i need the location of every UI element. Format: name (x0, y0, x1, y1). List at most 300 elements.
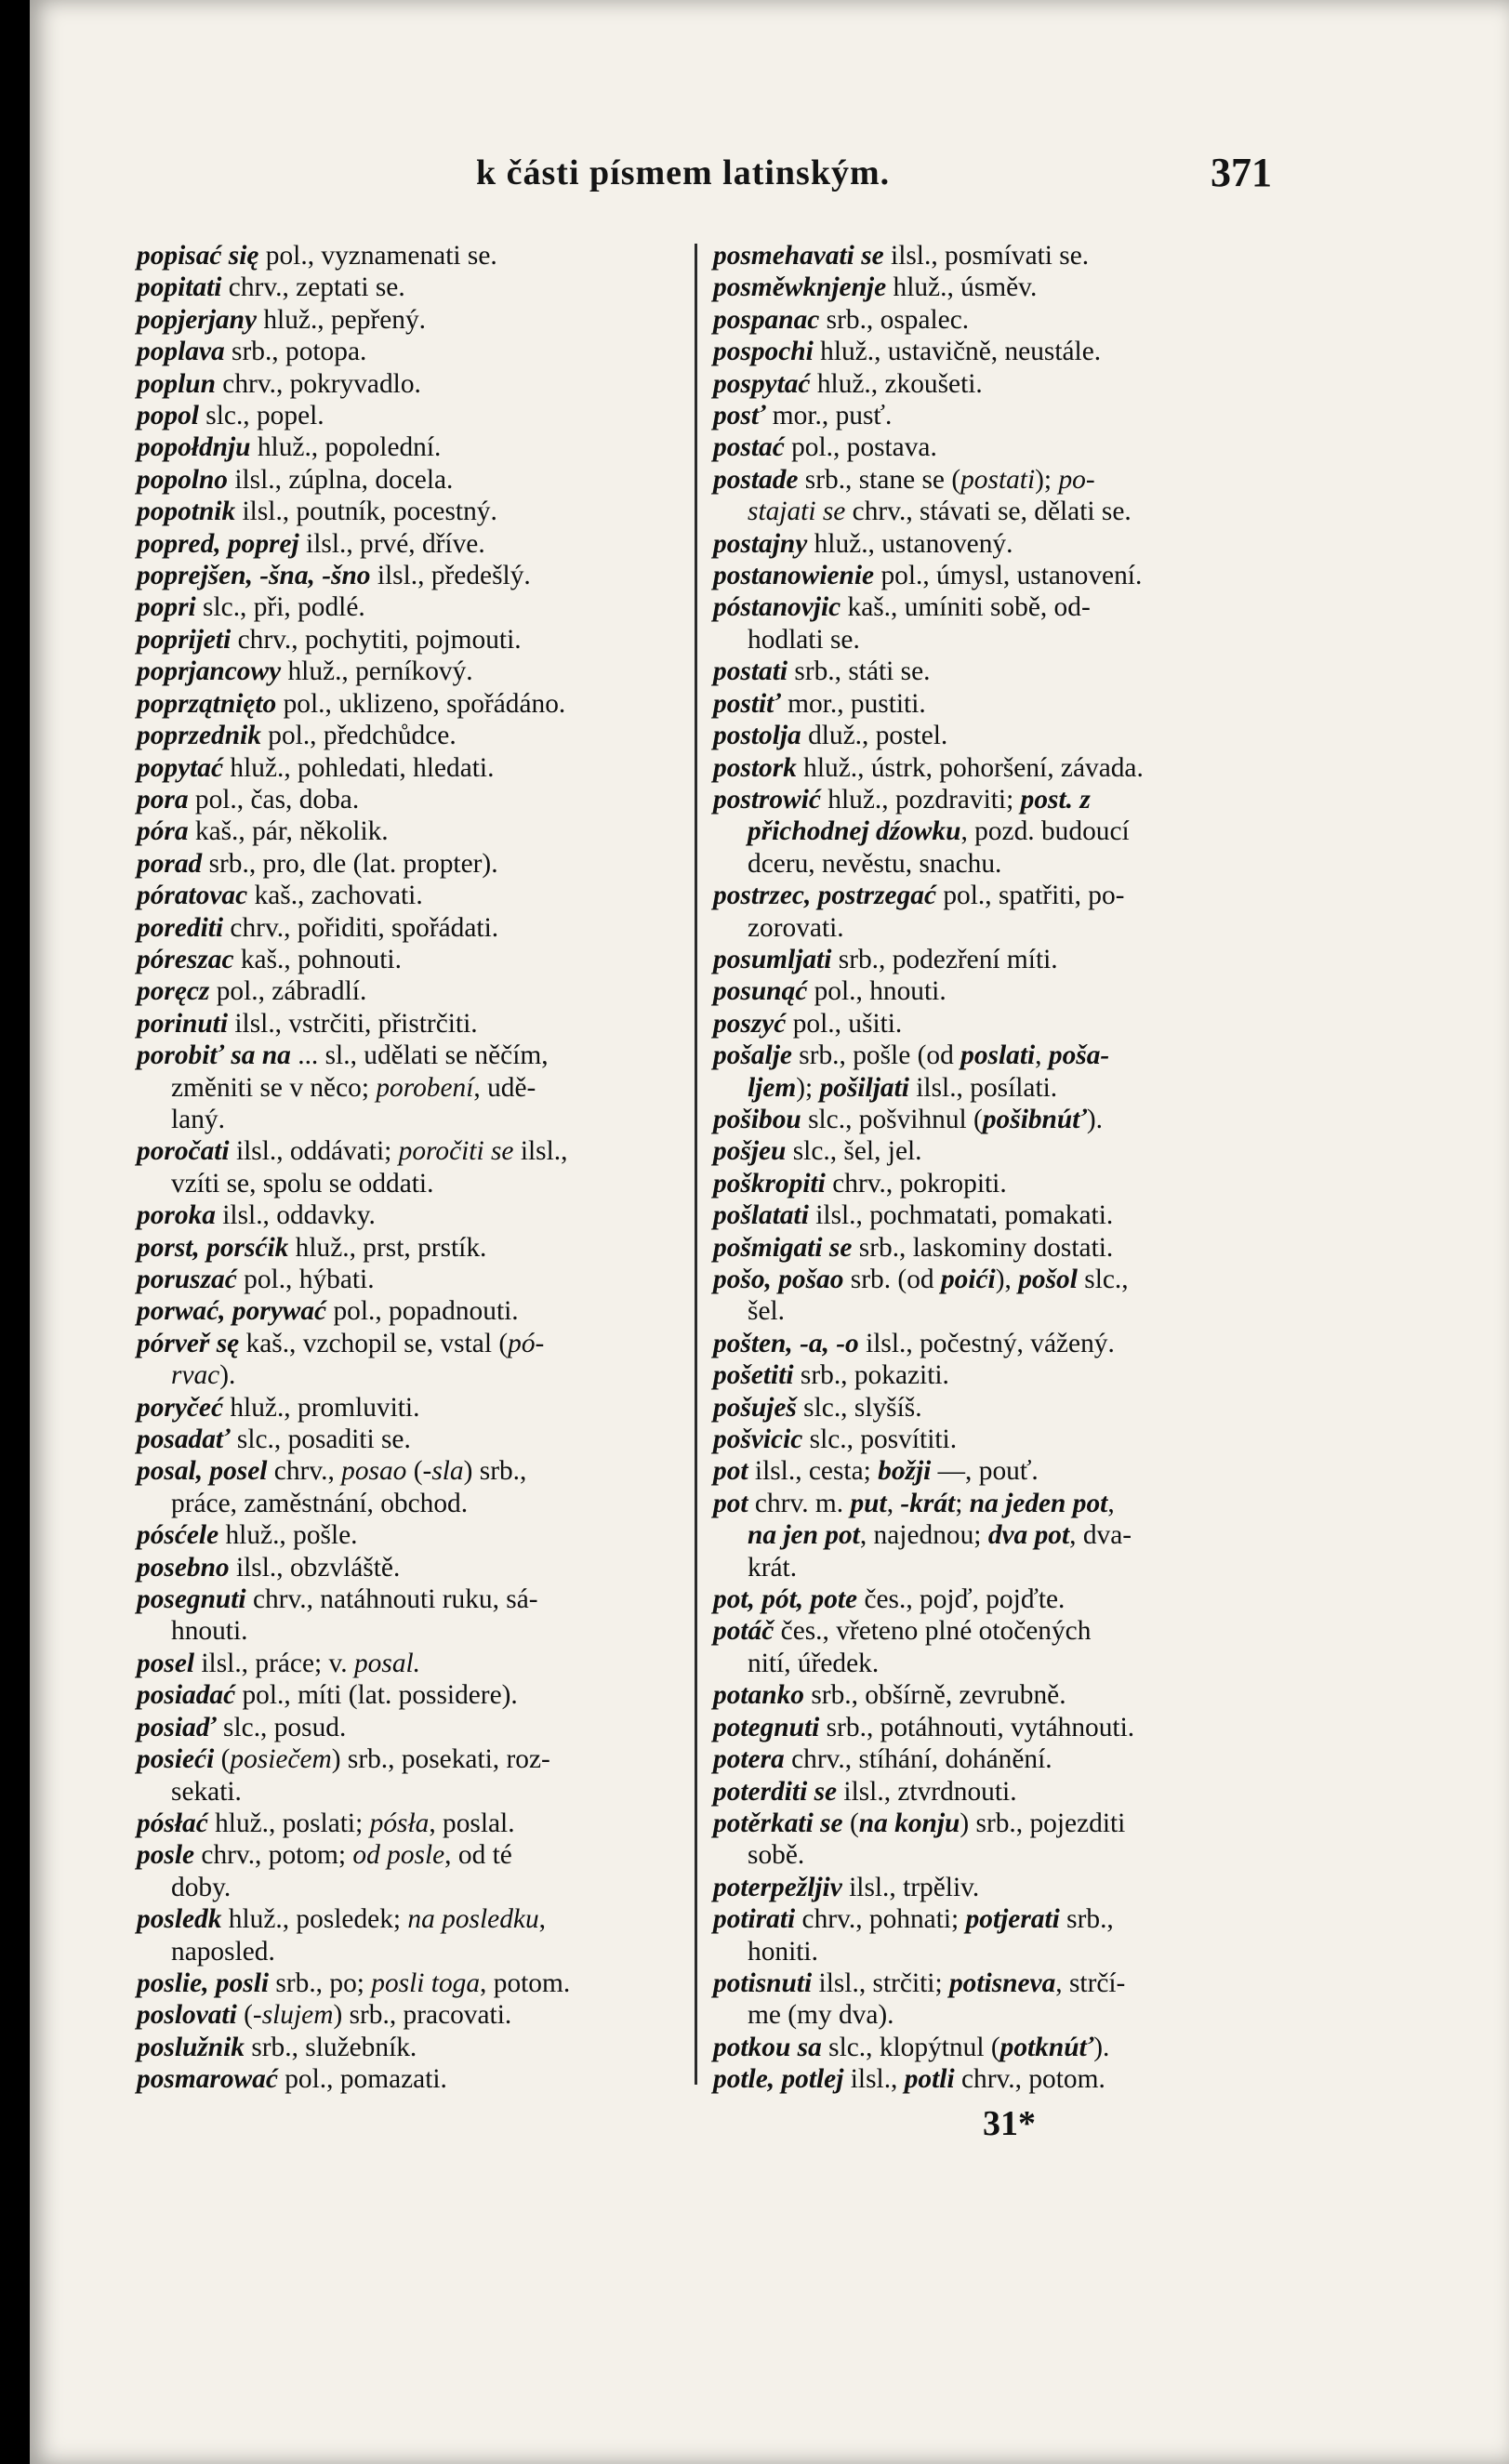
entry-definition: hluž., posledek; na posledku, (221, 1904, 546, 1935)
entry-headword: pot, pót, pote (713, 1584, 858, 1615)
entry-headword: popytać (137, 752, 224, 783)
entry-headword: pora (137, 784, 189, 815)
entry-continuation: změniti se v něco; porobení, udě- (171, 1072, 536, 1103)
entry-definition: ilsl., zúplna, docela. (228, 464, 454, 495)
entry-definition: hluž., ustavičně, neustále. (813, 337, 1102, 367)
dictionary-entry (713, 272, 1288, 303)
entry-definition: chrv., pokropiti. (825, 1168, 1007, 1199)
dictionary-entry (713, 304, 1288, 336)
entry-definition: hluž., zkoušeti. (810, 368, 983, 399)
entry-definition: čes., pojď, pojďte. (857, 1584, 1066, 1615)
entry-definition: ilsl., potli chrv., potom. (843, 2064, 1105, 2095)
dictionary-entry (713, 656, 1288, 687)
dictionary-entry (137, 880, 695, 911)
dictionary-entry (713, 1104, 1288, 1135)
entry-headword: poruszać (137, 1265, 237, 1294)
entry-definition: chrv., pohnati; potjerati srb., (795, 1904, 1114, 1935)
entry-definition: srb., laskominy dostati. (852, 1232, 1114, 1263)
dictionary-entry (137, 1519, 695, 1551)
entry-definition: pol., vyznamenati se. (258, 241, 497, 271)
dictionary-entry (137, 431, 695, 463)
dictionary-entry (713, 752, 1288, 784)
running-title: k části písmem latinským. (476, 153, 891, 192)
entry-headword: porobiť sa na (137, 1040, 291, 1071)
dictionary-entry (713, 688, 1288, 720)
entry-headword: potera (713, 1744, 785, 1775)
entry-definition: chrv., posao (-sla) srb., (267, 1456, 527, 1487)
entry-definition: hluž., poslati; pósła, poslal. (207, 1808, 515, 1838)
entry-definition: srb., pro, dle (lat. propter). (202, 848, 498, 879)
entry-definition: pol., míti (lat. possidere). (235, 1680, 518, 1711)
entry-headword: pošvicic (713, 1424, 803, 1455)
entry-definition: slc., popel. (198, 401, 324, 431)
entry-definition: pol., pomazati. (277, 2064, 447, 2095)
entry-headword: poprzątnięto (137, 688, 277, 719)
dictionary-entry (713, 1264, 1288, 1295)
entry-definition: ilsl., cesta; božji —, pouť. (748, 1456, 1039, 1487)
entry-definition: čes., vřeteno plné otočených (774, 1616, 1092, 1647)
dictionary-entry (137, 1583, 695, 1615)
entry-definition: hluž., pošle. (218, 1520, 358, 1551)
dictionary-page (30, 0, 1509, 2464)
entry-headword: poplun (137, 368, 216, 399)
dictionary-entry (137, 1264, 695, 1295)
dictionary-entry (137, 1232, 695, 1264)
entry-definition: ilsl., počestný, vážený. (858, 1328, 1115, 1358)
dictionary-entry (713, 431, 1288, 463)
entry-headword: postork (713, 752, 797, 783)
dictionary-entry (137, 1552, 695, 1583)
entry-definition: srb., podezření míti. (831, 944, 1058, 974)
entry-definition: mor., pusť. (765, 401, 893, 431)
entry-definition: ilsl., oddavky. (215, 1200, 376, 1231)
entry-continuation: stajati se chrv., stávati se, dělati se. (748, 497, 1132, 527)
entry-headword: postrzec, postrzegać (713, 881, 937, 911)
entry-definition: chrv., potom; od posle, od té (194, 1840, 512, 1871)
entry-definition: srb., státi se. (788, 656, 931, 687)
dictionary-entry (713, 368, 1288, 400)
dictionary-entry (713, 1168, 1288, 1199)
dictionary-entry (137, 1743, 695, 1775)
entry-headword: póratovac (137, 881, 248, 911)
dictionary-entry (713, 1008, 1288, 1040)
entry-headword: pósłać (137, 1808, 208, 1838)
entry-definition: (-slujem) srb., pracovati. (236, 2000, 512, 2031)
entry-definition: kaš., zachovati. (247, 881, 423, 911)
entry-definition: srb., pošle (od poslati, poša- (791, 1040, 1110, 1071)
entry-headword: popolno (137, 464, 228, 495)
dictionary-entry (713, 1615, 1288, 1647)
entry-headword: potáč (713, 1616, 774, 1647)
entry-headword: posť (713, 401, 766, 431)
entry-headword: póstanovjic (713, 592, 841, 623)
entry-continuation: rvac). (171, 1360, 236, 1391)
entry-headword: potisnuti (713, 1967, 813, 1998)
dictionary-entry (713, 1328, 1288, 1359)
dictionary-entry (713, 464, 1288, 496)
entry-definition: srb. (od poići), pošol slc., (843, 1265, 1129, 1294)
entry-headword: posel (137, 1648, 195, 1678)
entry-definition: mor., pustiti. (780, 688, 926, 719)
entry-headword: pošibou (713, 1104, 801, 1134)
entry-continuation: laný. (171, 1104, 225, 1134)
entry-headword: póreszac (137, 944, 234, 974)
entry-continuation: hodlati se. (748, 624, 860, 655)
entry-headword: poprejšen, -šna, -šno (137, 561, 371, 591)
dictionary-entry (713, 336, 1288, 367)
dictionary-entry (713, 1199, 1288, 1231)
dictionary-entry (713, 1583, 1288, 1615)
entry-definition: pol., popadnouti. (326, 1296, 519, 1327)
dictionary-entry (713, 784, 1288, 815)
entry-headword: posledk (137, 1904, 222, 1935)
dictionary-entry (713, 560, 1288, 591)
entry-headword: pošmigati se (713, 1232, 853, 1263)
dictionary-entry (137, 1295, 695, 1327)
entry-headword: popred, poprej (137, 528, 299, 559)
entry-definition: pol., hýbati. (236, 1265, 375, 1294)
entry-definition: srb., po; posli toga, potom. (269, 1967, 571, 1998)
entry-continuation: sobě. (748, 1840, 805, 1871)
dictionary-entry (713, 400, 1288, 431)
entry-definition: pol., předchůdce. (260, 721, 457, 751)
entry-definition: srb., pokaziti. (793, 1360, 949, 1391)
entry-definition: hluž., prst, prstík. (288, 1232, 487, 1263)
entry-definition: slc., klopýtnul (potknúť). (821, 2032, 1110, 2062)
entry-definition: chrv., pokryvadlo. (215, 368, 421, 399)
entry-definition: hluž., perníkový. (281, 656, 473, 687)
dictionary-entry (713, 2063, 1288, 2095)
dictionary-entry (137, 944, 695, 975)
entry-headword: posebno (137, 1552, 230, 1583)
signature-mark: 31* (983, 2104, 1036, 2143)
entry-definition: slc., pošvihnul (pošibnúť). (801, 1104, 1103, 1134)
dictionary-entry (137, 1424, 695, 1455)
entry-definition: ilsl., práce; v. posal. (194, 1648, 421, 1678)
dictionary-entry (137, 688, 695, 720)
entry-definition: kaš., umíniti sobě, od- (841, 592, 1091, 623)
dictionary-entry (713, 1392, 1288, 1424)
dictionary-entry (137, 304, 695, 336)
entry-headword: poročati (137, 1136, 230, 1167)
dictionary-entry (137, 1008, 695, 1040)
entry-definition: pol., postava. (784, 432, 937, 463)
entry-headword: posegnuti (137, 1584, 246, 1615)
entry-headword: poprjancowy (137, 656, 282, 687)
entry-headword: póra (137, 816, 189, 847)
dictionary-entry (713, 1455, 1288, 1487)
entry-definition: hluž., promluviti. (223, 1392, 420, 1423)
entry-continuation: práce, zaměstnání, obchod. (171, 1488, 469, 1518)
entry-continuation: me (my dva). (748, 2000, 894, 2031)
dictionary-entry (137, 1328, 695, 1359)
entry-headword: poroka (137, 1200, 216, 1231)
entry-headword: potěrkati se (713, 1808, 843, 1838)
entry-definition: ilsl., ztvrdnouti. (837, 1776, 1017, 1807)
entry-continuation: ljem); pošiljati ilsl., posílati. (748, 1072, 1058, 1103)
entry-continuation: nití, úředek. (748, 1648, 880, 1678)
entry-definition: slc., posvítiti. (802, 1424, 958, 1455)
column-divider (695, 244, 697, 2085)
entry-headword: pošuješ (713, 1392, 797, 1423)
entry-definition: hluž., ustanovený. (807, 528, 1013, 559)
entry-definition: hluž., popolední. (250, 432, 442, 463)
dictionary-entry (137, 1839, 695, 1871)
entry-continuation: honiti. (748, 1936, 818, 1967)
entry-continuation: hnouti. (171, 1616, 248, 1647)
dictionary-entry (713, 720, 1288, 751)
dictionary-entry (137, 975, 695, 1007)
entry-definition: hluž., pepřený. (257, 304, 426, 335)
dictionary-entry (713, 1743, 1288, 1775)
entry-headword: pot (713, 1456, 748, 1487)
entry-definition: ilsl., pochmatati, pomakati. (808, 1200, 1114, 1231)
entry-definition: slc., slyšíš. (796, 1392, 922, 1423)
entry-definition: chrv., stíhání, dohánění. (784, 1744, 1052, 1775)
dictionary-entry (137, 464, 695, 496)
entry-headword: poslie, posli (137, 1967, 270, 1998)
dictionary-entry (713, 1232, 1288, 1264)
entry-headword: potirati (713, 1904, 796, 1935)
entry-headword: porad (137, 848, 203, 879)
dictionary-entry (137, 1903, 695, 1935)
entry-definition: ilsl., trpěliv. (841, 1872, 980, 1902)
entry-definition: ... sl., udělati se něčím, (290, 1040, 549, 1071)
entry-definition: ilsl., vstrčiti, přistrčiti. (228, 1008, 478, 1039)
left-column (137, 240, 695, 2096)
entry-definition: pol., zábradlí. (209, 976, 367, 1007)
entry-continuation: na jen pot, najednou; dva pot, dva- (748, 1520, 1132, 1551)
dictionary-entry (137, 815, 695, 847)
entry-definition: ilsl., strčiti; potisneva, strčí- (812, 1967, 1126, 1998)
entry-definition: slc., posaditi se. (230, 1424, 411, 1455)
entry-headword: pósćele (137, 1520, 219, 1551)
entry-definition: srb., stane se (postati); po- (798, 464, 1095, 495)
dictionary-entry (137, 1679, 695, 1711)
dictionary-entry (137, 336, 695, 367)
dictionary-entry (713, 1872, 1288, 1903)
dictionary-entry (713, 1712, 1288, 1743)
dictionary-entry (137, 2063, 695, 2095)
entry-headword: poszyć (713, 1008, 787, 1039)
entry-headword: porediti (137, 912, 224, 943)
entry-headword: postajny (713, 528, 808, 559)
entry-headword: pórveř sę (137, 1328, 240, 1358)
entry-headword: posumljati (713, 944, 832, 974)
entry-definition: pol., hnouti. (807, 976, 946, 1007)
dictionary-entry (137, 912, 695, 944)
dictionary-entry (137, 1999, 695, 2031)
dictionary-entry (137, 784, 695, 815)
dictionary-entry (713, 1488, 1288, 1519)
entry-headword: poškropiti (713, 1168, 826, 1199)
entry-headword: poprijeti (137, 624, 232, 655)
dictionary-entry (713, 1040, 1288, 1071)
entry-definition: hluž., pozdraviti; post. z (820, 784, 1091, 815)
entry-headword: posiaď (137, 1712, 217, 1742)
entry-definition: ilsl., předešlý. (370, 561, 531, 591)
entry-continuation: vzíti se, spolu se oddati. (171, 1168, 434, 1199)
entry-continuation: sekati. (171, 1776, 242, 1807)
entry-headword: porinuti (137, 1008, 229, 1039)
entry-headword: potkou sa (713, 2032, 822, 2062)
dictionary-entry (137, 272, 695, 303)
entry-headword: posieći (137, 1744, 215, 1775)
entry-headword: posunąć (713, 976, 808, 1007)
entry-headword: posle (137, 1840, 195, 1871)
dictionary-entry (713, 2032, 1288, 2063)
entry-headword: postiť (713, 688, 781, 719)
dictionary-entry (137, 1967, 695, 1999)
entry-headword: pošjeu (713, 1136, 787, 1167)
dictionary-entry (713, 1903, 1288, 1935)
dictionary-entry (713, 944, 1288, 975)
entry-definition: srb., obšírně, zevrubně. (804, 1680, 1066, 1711)
dictionary-entry (137, 1199, 695, 1231)
entry-definition: (posiečem) srb., posekati, roz- (214, 1744, 550, 1775)
entry-headword: popitati (137, 272, 222, 303)
entry-headword: popotnik (137, 497, 236, 527)
entry-definition: srb., ospalec. (819, 304, 970, 335)
dictionary-entry (137, 528, 695, 560)
entry-definition: ilsl., prvé, dříve. (298, 528, 485, 559)
entry-headword: postade (713, 464, 799, 495)
dictionary-entry (713, 1679, 1288, 1711)
entry-headword: pošten, -a, -o (713, 1328, 859, 1358)
entry-definition: chrv., pochytiti, pojmouti. (231, 624, 522, 655)
entry-headword: pošlatati (713, 1200, 809, 1231)
entry-headword: popri (137, 592, 196, 623)
dictionary-entry (713, 591, 1288, 623)
dictionary-entry (713, 1359, 1288, 1391)
dictionary-entry (137, 240, 695, 272)
entry-headword: popjerjany (137, 304, 257, 335)
entry-headword: poslovati (137, 2000, 237, 2031)
entry-definition: hluž., úsměv. (886, 272, 1038, 303)
dictionary-entry (713, 975, 1288, 1007)
dictionary-entry (137, 656, 695, 687)
entry-headword: popołdnju (137, 432, 251, 463)
entry-continuation: přichodnej dźowku, pozd. budoucí (748, 816, 1130, 847)
entry-definition: pol., uklizeno, spořádáno. (276, 688, 566, 719)
dictionary-entry (137, 1455, 695, 1487)
entry-definition: (na konju) srb., pojezditi (842, 1808, 1126, 1838)
entry-headword: postolja (713, 721, 801, 751)
entry-definition: srb., potáhnouti, vytáhnouti. (819, 1712, 1135, 1742)
dictionary-entry (137, 368, 695, 400)
dictionary-entry (137, 496, 695, 527)
entry-headword: pot (713, 1488, 748, 1518)
entry-headword: poterpežljiv (713, 1872, 842, 1902)
dictionary-entry (713, 1135, 1288, 1167)
entry-definition: chrv., natáhnouti ruku, sá- (245, 1584, 538, 1615)
entry-definition: srb., služebník. (244, 2032, 417, 2062)
entry-headword: poslužnik (137, 2032, 245, 2062)
dictionary-entry (137, 1808, 695, 1839)
dictionary-entry (713, 880, 1288, 911)
dictionary-entry (713, 240, 1288, 272)
entry-continuation: naposled. (171, 1936, 275, 1967)
entry-definition: srb., potopa. (224, 337, 367, 367)
dictionary-entry (137, 752, 695, 784)
entry-definition: slc., posud. (216, 1712, 347, 1742)
entry-headword: pospochi (713, 337, 814, 367)
dictionary-entry (713, 1808, 1288, 1839)
entry-definition: ilsl., posmívati se. (883, 241, 1090, 271)
dictionary-entry (137, 1648, 695, 1679)
entry-headword: pošetiti (713, 1360, 794, 1391)
entry-definition: kaš., pár, několik. (188, 816, 389, 847)
dictionary-entry (713, 1776, 1288, 1808)
entry-headword: postanowienie (713, 561, 875, 591)
entry-definition: ilsl., poutník, pocestný. (235, 497, 497, 527)
entry-headword: poprzednik (137, 721, 261, 751)
entry-headword: postrowić (713, 784, 821, 815)
dictionary-entry (713, 1424, 1288, 1455)
entry-definition: slc., při, podlé. (195, 592, 365, 623)
entry-headword: pospanac (713, 304, 820, 335)
entry-headword: poryčeć (137, 1392, 224, 1423)
entry-definition: chrv. m. put, -krát; na jeden pot, (748, 1488, 1115, 1518)
entry-definition: pol., spatřiti, po- (936, 881, 1125, 911)
entry-headword: popol (137, 401, 199, 431)
entry-headword: poterditi se (713, 1776, 838, 1807)
entry-headword: posadať (137, 1424, 231, 1455)
dictionary-entry (137, 1712, 695, 1743)
entry-headword: posměwknjenje (713, 272, 887, 303)
entry-headword: posmarować (137, 2064, 278, 2095)
page-header (30, 149, 1509, 205)
dictionary-entry (137, 720, 695, 751)
entry-definition: slc., šel, jel. (786, 1136, 922, 1167)
entry-continuation: zorovati. (748, 912, 844, 943)
dictionary-entry (137, 560, 695, 591)
dictionary-entry (137, 591, 695, 623)
entry-definition: hluž., ústrk, pohoršení, závada. (796, 752, 1144, 783)
entry-definition: dluž., postel. (801, 721, 948, 751)
dictionary-entry (137, 1040, 695, 1071)
entry-headword: potegnuti (713, 1712, 820, 1742)
entry-definition: kaš., pohnouti. (233, 944, 402, 974)
entry-headword: potanko (713, 1680, 804, 1711)
entry-headword: porwać, porywać (137, 1296, 327, 1327)
dictionary-entry (137, 400, 695, 431)
entry-headword: posiadać (137, 1680, 236, 1711)
dictionary-entry (713, 1967, 1288, 1999)
page-number: 371 (1211, 150, 1272, 195)
entry-headword: pošo, pošao (713, 1265, 844, 1294)
entry-continuation: doby. (171, 1872, 232, 1902)
entry-definition: pol., čas, doba. (188, 784, 360, 815)
entry-headword: pospytać (713, 368, 811, 399)
entry-headword: posal, posel (137, 1456, 268, 1487)
entry-definition: kaš., vzchopil se, vstal (pó- (239, 1328, 545, 1358)
dictionary-entry (137, 624, 695, 656)
entry-headword: postać (713, 432, 785, 463)
entry-definition: ilsl., oddávati; poročiti se ilsl., (229, 1136, 568, 1167)
entry-definition: chrv., zeptati se. (221, 272, 405, 303)
entry-headword: postati (713, 656, 788, 687)
entry-headword: posmehavati se (713, 241, 884, 271)
dictionary-entry (713, 528, 1288, 560)
entry-headword: potle, potlej (713, 2064, 844, 2095)
entry-continuation: šel. (748, 1296, 785, 1327)
dictionary-entry (137, 1135, 695, 1167)
entry-headword: poręcz (137, 976, 210, 1007)
dictionary-entry (137, 1392, 695, 1424)
entry-definition: pol., ušiti. (786, 1008, 903, 1039)
entry-headword: pošalje (713, 1040, 792, 1071)
